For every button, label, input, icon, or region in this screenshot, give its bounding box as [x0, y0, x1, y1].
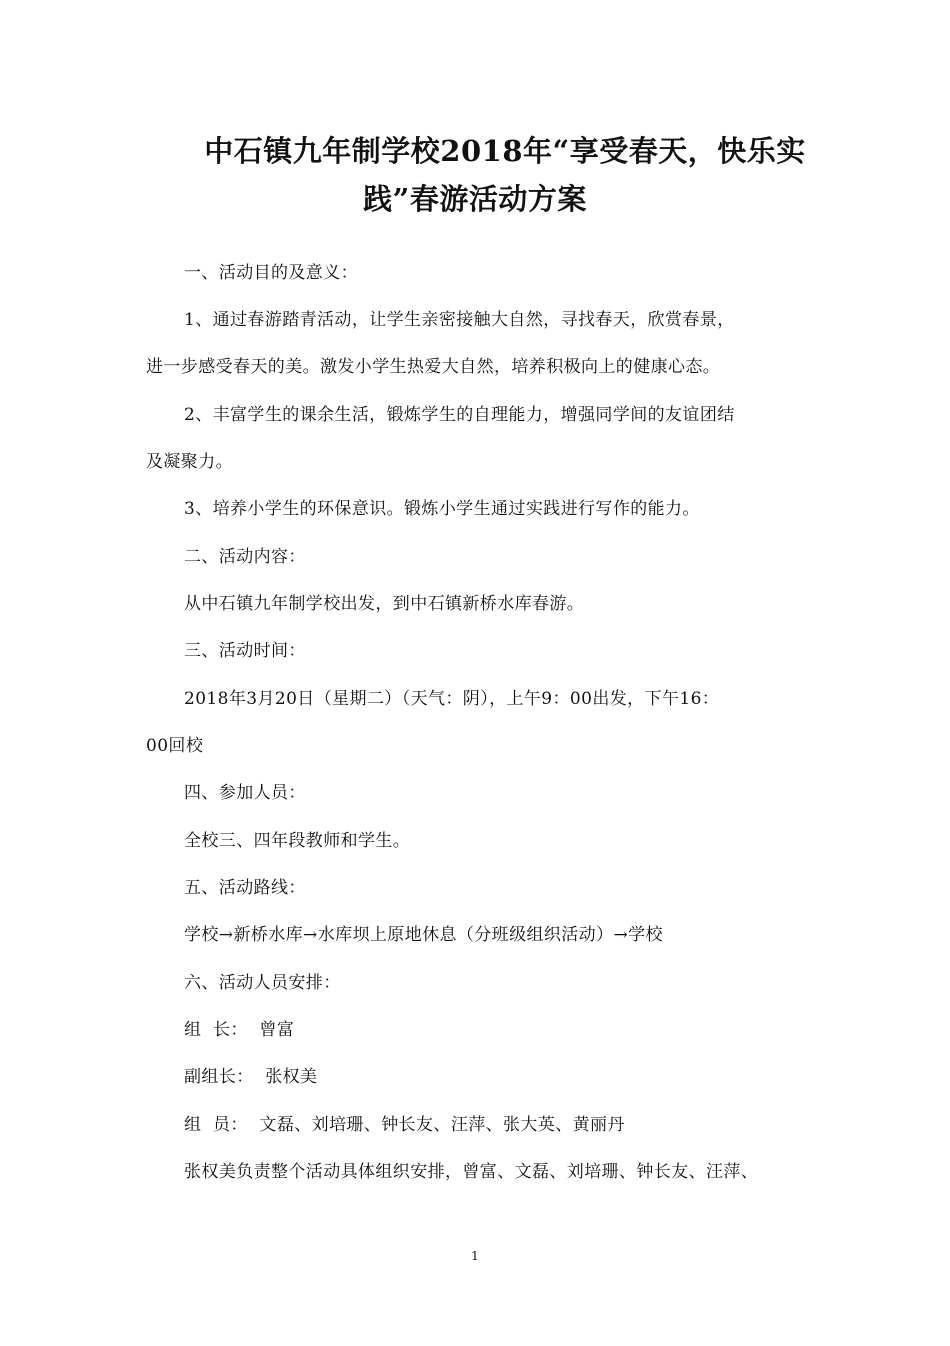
- paragraph-line: 3、培养小学生的环保意识。锻炼小学生通过实践进行写作的能力。: [184, 499, 700, 519]
- paragraph-line: 2018年3月20日（星期二）（天气：阴），上午9：00出发，下午16：: [184, 689, 720, 709]
- paragraph-line: 1、通过春游踏青活动，让学生亲密接触大自然，寻找春天，欣赏春景，: [184, 310, 735, 330]
- paragraph-line: 00回校: [146, 736, 204, 756]
- paragraph-line: 全校三、四年段教师和学生。: [184, 831, 411, 851]
- section-heading-route: 五、活动路线：: [184, 878, 306, 898]
- paragraph-line: 从中石镇九年制学校出发，到中石镇新桥水库春游。: [184, 594, 585, 614]
- staff-deputy-leader: 副组长： 张权美: [184, 1067, 318, 1087]
- section-heading-purpose: 一、活动目的及意义：: [184, 263, 358, 283]
- paragraph-line: 及凝聚力。: [146, 452, 233, 472]
- paragraph-line: 学校→新桥水库→水库坝上原地休息（分班级组织活动）→学校: [184, 925, 663, 945]
- staff-members: 组 员： 文磊、刘培珊、钟长友、汪萍、张大英、黄丽丹: [184, 1115, 625, 1135]
- paragraph-line: 张权美负责整个活动具体组织安排，曾富、文磊、刘培珊、钟长友、汪萍、: [184, 1162, 759, 1182]
- paragraph-line: 2、丰富学生的课余生活，锻炼学生的自理能力，增强同学间的友谊团结: [184, 405, 735, 425]
- section-heading-participants: 四、参加人员：: [184, 783, 306, 803]
- document-title-line-2: 践”春游活动方案: [363, 182, 587, 216]
- paragraph-line: 进一步感受春天的美。激发小学生热爱大自然，培养积极向上的健康心态。: [146, 357, 721, 377]
- staff-leader: 组 长： 曾富: [184, 1020, 295, 1040]
- page-number: 1: [471, 1249, 479, 1263]
- section-heading-content: 二、活动内容：: [184, 547, 306, 567]
- document-title-line-1: 中石镇九年制学校2018年“享受春天，快乐实: [204, 134, 806, 168]
- section-heading-staff: 六、活动人员安排：: [184, 973, 341, 993]
- section-heading-time: 三、活动时间：: [184, 641, 306, 661]
